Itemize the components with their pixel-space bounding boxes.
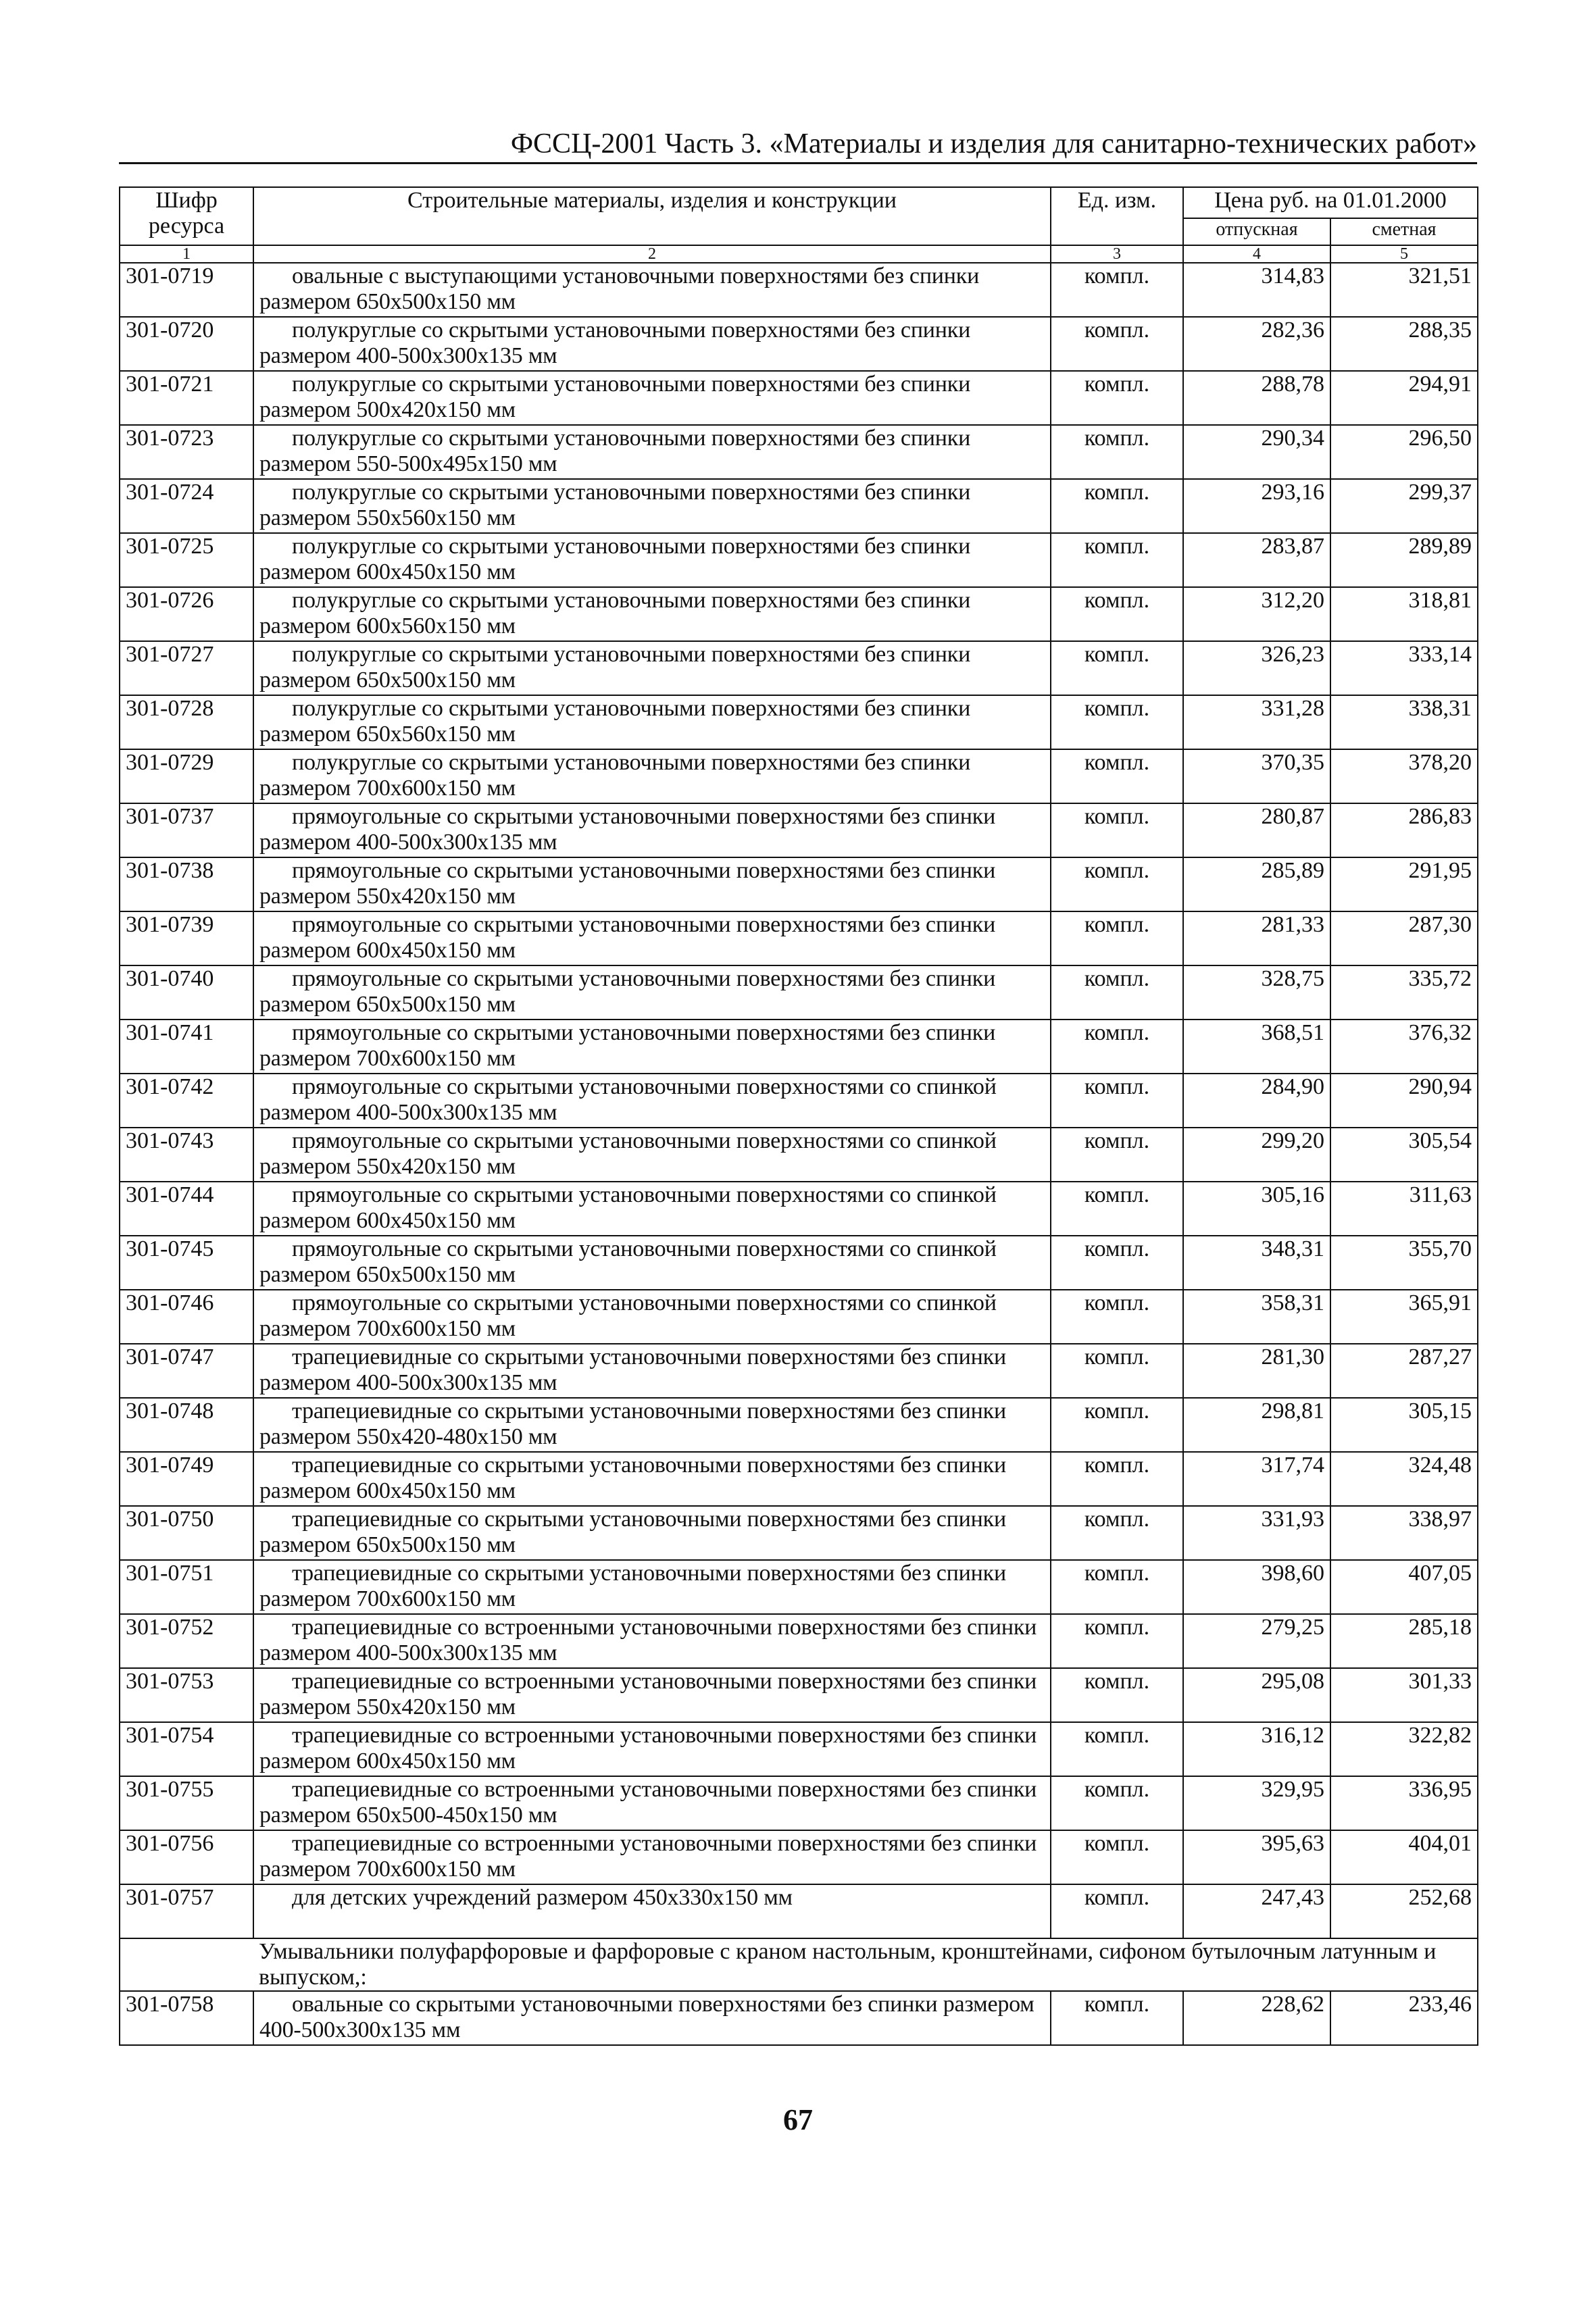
table-row (120, 965, 1478, 1020)
release-price: 314,83 (1183, 263, 1330, 317)
estimate-price: 233,46 (1330, 1991, 1478, 2045)
resource-code: 301-0753 (120, 1668, 253, 1722)
unit: компл. (1051, 1020, 1183, 1074)
item-description: прямоугольные со скрытыми установочными поверхностями со спинкой размером 700x600x150 мм (253, 1290, 1051, 1344)
item-description: полукруглые со скрытыми установочными поверхностями без спинки размером 700x600x150 мм (253, 749, 1051, 803)
unit: компл. (1051, 1668, 1183, 1722)
page-header: ФССЦ-2001 Часть 3. «Материалы и изделия для санитарно-технических работ» (119, 127, 1477, 164)
section-spacer (120, 1938, 253, 1991)
estimate-price: 296,50 (1330, 425, 1478, 479)
resource-code: 301-0742 (120, 1074, 253, 1128)
unit: компл. (1051, 1722, 1183, 1776)
resource-code: 301-0744 (120, 1182, 253, 1236)
estimate-price: 321,51 (1330, 263, 1478, 317)
unit: компл. (1051, 911, 1183, 965)
estimate-price: 333,14 (1330, 641, 1478, 695)
release-price: 348,31 (1183, 1236, 1330, 1290)
estimate-price: 301,33 (1330, 1668, 1478, 1722)
unit: компл. (1051, 587, 1183, 641)
item-description: прямоугольные со скрытыми установочными поверхностями со спинкой размером 600x450x150 мм (253, 1182, 1051, 1236)
table-row (120, 1884, 1478, 1938)
estimate-price: 288,35 (1330, 317, 1478, 371)
unit: компл. (1051, 1344, 1183, 1398)
resource-code: 301-0719 (120, 263, 253, 317)
release-price: 281,33 (1183, 911, 1330, 965)
unit: компл. (1051, 1452, 1183, 1506)
table-row (120, 1668, 1478, 1722)
table-row (120, 479, 1478, 533)
table-row (120, 587, 1478, 641)
resource-code: 301-0747 (120, 1344, 253, 1398)
estimate-price: 305,15 (1330, 1398, 1478, 1452)
estimate-price: 287,30 (1330, 911, 1478, 965)
table-row (120, 1344, 1478, 1398)
estimate-price: 299,37 (1330, 479, 1478, 533)
unit: компл. (1051, 695, 1183, 749)
unit: компл. (1051, 749, 1183, 803)
estimate-price: 355,70 (1330, 1236, 1478, 1290)
release-price: 282,36 (1183, 317, 1330, 371)
header-unit: Ед. изм. (1051, 187, 1183, 245)
resource-code: 301-0751 (120, 1560, 253, 1614)
table-row (120, 317, 1478, 371)
unit: компл. (1051, 1182, 1183, 1236)
estimate-price: 378,20 (1330, 749, 1478, 803)
page-number: 67 (783, 2103, 813, 2136)
table-head (120, 187, 1478, 263)
estimate-price: 322,82 (1330, 1722, 1478, 1776)
resource-code: 301-0741 (120, 1020, 253, 1074)
item-description: прямоугольные со скрытыми установочными поверхностями со спинкой размером 400-500x300x135 мм (253, 1074, 1051, 1128)
item-description: полукруглые со скрытыми установочными поверхностями без спинки размером 600x450x150 мм (253, 533, 1051, 587)
estimate-price: 336,95 (1330, 1776, 1478, 1830)
table-row (120, 803, 1478, 857)
table-row (120, 1020, 1478, 1074)
release-price: 298,81 (1183, 1398, 1330, 1452)
unit: компл. (1051, 263, 1183, 317)
table-row (120, 1776, 1478, 1830)
item-description: овальные со скрытыми установочными поверхностями без спинки размером 400-500x300x135 мм (253, 1991, 1051, 2045)
release-price: 281,30 (1183, 1344, 1330, 1398)
resource-code: 301-0729 (120, 749, 253, 803)
item-description: прямоугольные со скрытыми установочными поверхностями без спинки размером 550x420x150 мм (253, 857, 1051, 911)
unit: компл. (1051, 1236, 1183, 1290)
header-release: отпускная (1183, 218, 1330, 245)
item-description: трапециевидные со скрытыми установочными поверхностями без спинки размером 400-500x300x135 мм (253, 1344, 1051, 1398)
resource-code: 301-0725 (120, 533, 253, 587)
release-price: 299,20 (1183, 1128, 1330, 1182)
column-number: 4 (1183, 245, 1330, 263)
estimate-price: 318,81 (1330, 587, 1478, 641)
unit: компл. (1051, 533, 1183, 587)
estimate-price: 291,95 (1330, 857, 1478, 911)
item-description: прямоугольные со скрытыми установочными поверхностями со спинкой размером 550x420x150 мм (253, 1128, 1051, 1182)
item-description: прямоугольные со скрытыми установочными поверхностями без спинки размером 700x600x150 мм (253, 1020, 1051, 1074)
release-price: 316,12 (1183, 1722, 1330, 1776)
item-description: полукруглые со скрытыми установочными поверхностями без спинки размером 550x560x150 мм (253, 479, 1051, 533)
unit: компл. (1051, 1884, 1183, 1938)
table-row (120, 1830, 1478, 1884)
resource-code: 301-0756 (120, 1830, 253, 1884)
release-price: 295,08 (1183, 1668, 1330, 1722)
table-row (120, 425, 1478, 479)
unit: компл. (1051, 1398, 1183, 1452)
release-price: 280,87 (1183, 803, 1330, 857)
item-description: трапециевидные со встроенными установочными поверхностями без спинки размером 550x420x150 мм (253, 1668, 1051, 1722)
release-price: 329,95 (1183, 1776, 1330, 1830)
release-price: 247,43 (1183, 1884, 1330, 1938)
table-row (120, 263, 1478, 317)
item-description: прямоугольные со скрытыми установочными поверхностями без спинки размером 650x500x150 мм (253, 965, 1051, 1020)
resource-code: 301-0727 (120, 641, 253, 695)
unit: компл. (1051, 803, 1183, 857)
estimate-price: 285,18 (1330, 1614, 1478, 1668)
item-description: трапециевидные со скрытыми установочными поверхностями без спинки размером 700x600x150 мм (253, 1560, 1051, 1614)
release-price: 317,74 (1183, 1452, 1330, 1506)
resource-code: 301-0721 (120, 371, 253, 425)
resource-code: 301-0737 (120, 803, 253, 857)
release-price: 326,23 (1183, 641, 1330, 695)
column-number: 2 (253, 245, 1051, 263)
release-price: 395,63 (1183, 1830, 1330, 1884)
release-price: 331,28 (1183, 695, 1330, 749)
table-row (120, 641, 1478, 695)
column-number: 3 (1051, 245, 1183, 263)
table-row (120, 1560, 1478, 1614)
resource-code: 301-0739 (120, 911, 253, 965)
resource-code: 301-0758 (120, 1991, 253, 2045)
estimate-price: 365,91 (1330, 1290, 1478, 1344)
release-price: 358,31 (1183, 1290, 1330, 1344)
unit: компл. (1051, 479, 1183, 533)
release-price: 228,62 (1183, 1991, 1330, 2045)
item-description: полукруглые со скрытыми установочными поверхностями без спинки размером 500x420x150 мм (253, 371, 1051, 425)
item-description: прямоугольные со скрытыми установочными поверхностями без спинки размером 400-500x300x135 мм (253, 803, 1051, 857)
release-price: 370,35 (1183, 749, 1330, 803)
resource-code: 301-0723 (120, 425, 253, 479)
estimate-price: 294,91 (1330, 371, 1478, 425)
resource-code: 301-0749 (120, 1452, 253, 1506)
release-price: 305,16 (1183, 1182, 1330, 1236)
resource-code: 301-0738 (120, 857, 253, 911)
table-row (120, 1182, 1478, 1236)
table-row (120, 749, 1478, 803)
release-price: 328,75 (1183, 965, 1330, 1020)
estimate-price: 252,68 (1330, 1884, 1478, 1938)
table-row (120, 695, 1478, 749)
header-estimate: сметная (1330, 218, 1478, 245)
item-description: трапециевидные со скрытыми установочными поверхностями без спинки размером 650x500x150 мм (253, 1506, 1051, 1560)
resource-code: 301-0752 (120, 1614, 253, 1668)
estimate-price: 311,63 (1330, 1182, 1478, 1236)
item-description: трапециевидные со скрытыми установочными поверхностями без спинки размером 600x450x150 мм (253, 1452, 1051, 1506)
table-row (120, 1722, 1478, 1776)
estimate-price: 286,83 (1330, 803, 1478, 857)
release-price: 290,34 (1183, 425, 1330, 479)
unit: компл. (1051, 1560, 1183, 1614)
resource-code: 301-0745 (120, 1236, 253, 1290)
unit: компл. (1051, 641, 1183, 695)
resource-code: 301-0740 (120, 965, 253, 1020)
estimate-price: 287,27 (1330, 1344, 1478, 1398)
resource-code: 301-0755 (120, 1776, 253, 1830)
release-price: 283,87 (1183, 533, 1330, 587)
section-heading: Умывальники полуфарфоровые и фарфоровые с краном настольным, кронштейнами, сифоном бутылочным латунным и выпуском,: (253, 1938, 1478, 1991)
item-description: полукруглые со скрытыми установочными поверхностями без спинки размером 650x560x150 мм (253, 695, 1051, 749)
unit: компл. (1051, 1776, 1183, 1830)
release-price: 279,25 (1183, 1614, 1330, 1668)
section-heading-row (120, 1938, 1478, 1991)
release-price: 398,60 (1183, 1560, 1330, 1614)
table-row (120, 1614, 1478, 1668)
item-description: овальные с выступающими установочными поверхностями без спинки размером 650x500x150 мм (253, 263, 1051, 317)
table-row (120, 533, 1478, 587)
unit: компл. (1051, 857, 1183, 911)
column-number: 1 (120, 245, 253, 263)
table-tail (120, 1938, 1478, 2045)
item-description: полукруглые со скрытыми установочными поверхностями без спинки размером 600x560x150 мм (253, 587, 1051, 641)
item-description: прямоугольные со скрытыми установочными поверхностями со спинкой размером 650x500x150 мм (253, 1236, 1051, 1290)
item-description: трапециевидные со встроенными установочными поверхностями без спинки размером 700x600x150 мм (253, 1830, 1051, 1884)
estimate-price: 335,72 (1330, 965, 1478, 1020)
item-description: полукруглые со скрытыми установочными поверхностями без спинки размером 550-500x495x150 мм (253, 425, 1051, 479)
resource-code: 301-0750 (120, 1506, 253, 1560)
unit: компл. (1051, 1830, 1183, 1884)
item-description: прямоугольные со скрытыми установочными поверхностями без спинки размером 600x450x150 мм (253, 911, 1051, 965)
unit: компл. (1051, 1506, 1183, 1560)
unit: компл. (1051, 1128, 1183, 1182)
table-row (120, 1290, 1478, 1344)
estimate-price: 290,94 (1330, 1074, 1478, 1128)
release-price: 288,78 (1183, 371, 1330, 425)
release-price: 285,89 (1183, 857, 1330, 911)
estimate-price: 407,05 (1330, 1560, 1478, 1614)
resource-code: 301-0754 (120, 1722, 253, 1776)
resource-code: 301-0757 (120, 1884, 253, 1938)
price-table (119, 186, 1478, 2046)
resource-code: 301-0746 (120, 1290, 253, 1344)
item-description: трапециевидные со встроенными установочными поверхностями без спинки размером 600x450x150 мм (253, 1722, 1051, 1776)
release-price: 368,51 (1183, 1020, 1330, 1074)
table-row (120, 1991, 1478, 2045)
table-row (120, 1074, 1478, 1128)
header-name: Строительные материалы, изделия и конструкции (253, 187, 1051, 245)
table-row (120, 371, 1478, 425)
resource-code: 301-0728 (120, 695, 253, 749)
resource-code: 301-0724 (120, 479, 253, 533)
item-description: полукруглые со скрытыми установочными поверхностями без спинки размером 650x500x150 мм (253, 641, 1051, 695)
table-row (120, 1236, 1478, 1290)
unit: компл. (1051, 317, 1183, 371)
release-price: 312,20 (1183, 587, 1330, 641)
unit: компл. (1051, 1290, 1183, 1344)
header-price: Цена руб. на 01.01.2000 (1183, 187, 1478, 218)
resource-code: 301-0743 (120, 1128, 253, 1182)
release-price: 331,93 (1183, 1506, 1330, 1560)
unit: компл. (1051, 1074, 1183, 1128)
column-number: 5 (1330, 245, 1478, 263)
release-price: 284,90 (1183, 1074, 1330, 1128)
table-row (120, 1398, 1478, 1452)
table-body (120, 263, 1478, 1938)
table-row (120, 911, 1478, 965)
unit: компл. (1051, 1991, 1183, 2045)
resource-code: 301-0726 (120, 587, 253, 641)
release-price: 293,16 (1183, 479, 1330, 533)
estimate-price: 338,97 (1330, 1506, 1478, 1560)
unit: компл. (1051, 371, 1183, 425)
estimate-price: 324,48 (1330, 1452, 1478, 1506)
unit: компл. (1051, 1614, 1183, 1668)
estimate-price: 305,54 (1330, 1128, 1478, 1182)
estimate-price: 338,31 (1330, 695, 1478, 749)
item-description: трапециевидные со встроенными установочными поверхностями без спинки размером 650x500-450x150 мм (253, 1776, 1051, 1830)
unit: компл. (1051, 425, 1183, 479)
item-description: трапециевидные со скрытыми установочными поверхностями без спинки размером 550x420-480x150 мм (253, 1398, 1051, 1452)
estimate-price: 404,01 (1330, 1830, 1478, 1884)
table-row (120, 857, 1478, 911)
table-row (120, 1452, 1478, 1506)
header-code: Шифр ресурса (120, 187, 253, 245)
table-row (120, 1128, 1478, 1182)
table-row (120, 1506, 1478, 1560)
estimate-price: 376,32 (1330, 1020, 1478, 1074)
item-description: для детских учреждений размером 450x330x150 мм (253, 1884, 1051, 1938)
unit: компл. (1051, 965, 1183, 1020)
item-description: полукруглые со скрытыми установочными поверхностями без спинки размером 400-500x300x135 мм (253, 317, 1051, 371)
column-numbers (120, 245, 1478, 263)
item-description: трапециевидные со встроенными установочными поверхностями без спинки размером 400-500x300x135 мм (253, 1614, 1051, 1668)
estimate-price: 289,89 (1330, 533, 1478, 587)
resource-code: 301-0748 (120, 1398, 253, 1452)
resource-code: 301-0720 (120, 317, 253, 371)
